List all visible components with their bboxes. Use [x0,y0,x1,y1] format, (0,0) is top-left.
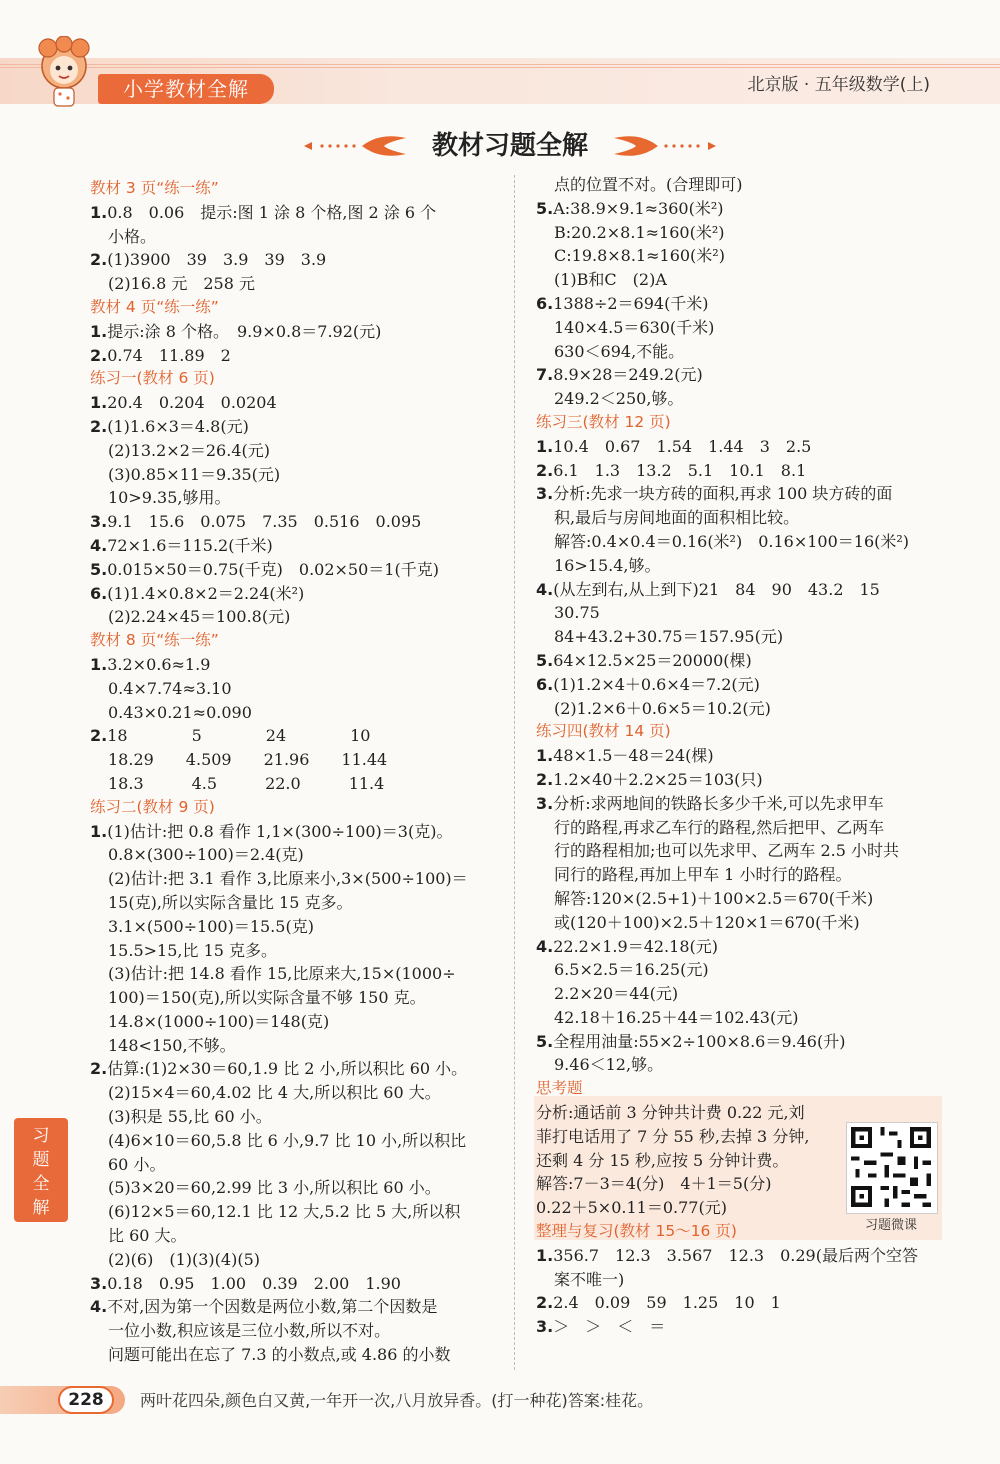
answer-line [90,201,502,225]
answer-continuation: (3)积是 55,比 60 小。 [108,1107,272,1127]
answer-continuation: 解答:120×(2.5+1)＋100×2.5＝670(千米) [554,888,874,908]
section-heading: 练习三(教材 12 页) [536,412,671,431]
item-number: 4. [90,535,108,555]
side-tab-char: 解 [32,1198,50,1218]
answer-continuation: (2)16.8 元 258 元 [108,274,256,294]
section-heading: 练习四(教材 14 页) [536,722,671,741]
answer-line [536,768,948,792]
item-number: 1. [90,321,108,341]
answer-continuation: 2.2×20＝44(元) [554,984,679,1004]
answer-line [90,320,502,344]
footer-riddle: 两叶花四朵,颜色白又黄,一年开一次,八月放异香。(打一种花)答案:桂花。 [140,1391,654,1410]
answer-continuation: (4)6×10＝60,5.8 比 6 小,9.7 比 10 小,所以积比 [108,1130,467,1150]
answer-line [90,1295,502,1319]
answer-continuation: 问题可能出在忘了 7.3 的小数点,或 4.86 的小数 [108,1345,451,1365]
section-heading: 思考题 [536,1079,583,1098]
answer-continuation: 0.8×(300÷100)＝2.4(克) [108,845,304,865]
item-number: 2. [536,1293,554,1313]
answer-text: 估算:(1)2×30＝60,1.9 比 2 小,所以积比 60 小。 [107,1059,468,1079]
qr-caption: 习题微课 [864,1218,917,1233]
answer-continuation: 18.3 4.5 22.0 11.4 [108,773,385,793]
answer-line [90,558,502,582]
section-heading: 整理与复习(教材 15～16 页) [536,1222,737,1241]
think-answer-line: 分析:通话前 3 分钟共计费 0.22 元,刘 [536,1103,805,1123]
answer-line [536,435,948,459]
answer-text: 72×1.6＝115.2(千米) [107,535,273,555]
edition-label: 北京版 · 五年级数学(上) [747,75,930,95]
item-number: 1. [90,202,108,222]
answer-continuation: 15(克),所以实际含量比 15 克多。 [108,892,353,912]
answer-continuation: (2)估计:把 3.1 看作 3,比原来小,3×(500÷100)＝ [108,869,468,889]
item-number: 3. [536,793,554,813]
item-number: 2. [90,250,108,270]
answer-text: (1)1.2×4＋0.6×4＝7.2(元) [553,674,760,694]
answer-continuation: 行的路程相加;也可以先求甲、乙两车 2.5 小时共 [554,841,900,861]
answer-continuation: 6.5×2.5＝16.25(元) [554,960,709,980]
answer-line [90,534,502,558]
item-number: 5. [536,198,554,218]
answer-text: 0.015×50＝0.75(千克) 0.02×50＝1(千克) [107,559,439,579]
section-heading: 教材 4 页“练一练” [90,297,219,316]
answer-continuation: 比 60 大。 [108,1226,187,1246]
answer-text: 0.8 0.06 提示:图 1 涂 8 个格,图 2 涂 6 个 [107,202,437,222]
answer-line [90,415,502,439]
answer-continuation: 0.43×0.21≈0.090 [108,702,252,722]
item-number: 1. [536,1245,554,1265]
answer-text: 不对,因为第一个因数是两位小数,第二个因数是 [107,1297,438,1317]
answer-text: 10.4 0.67 1.54 1.44 3 2.5 [553,436,812,456]
think-answer-line: 0.22＋5×0.11＝0.77(元) [536,1198,727,1218]
side-tab-char: 题 [32,1150,50,1170]
item-number: 2. [90,416,108,436]
answer-continuation: B:20.2×8.1≈160(米²) [554,222,725,242]
answer-text: 9.1 15.6 0.075 7.35 0.516 0.095 [107,512,422,532]
answer-continuation: 60 小。 [108,1154,166,1174]
item-number: 5. [536,1031,554,1051]
answer-text: 6.1 1.3 13.2 5.1 10.1 8.1 [553,460,807,480]
answer-continuation: (6)12×5＝60,12.1 比 12 大,5.2 比 5 大,所以积 [108,1202,461,1222]
answer-column-left [90,177,502,1367]
answer-continuation: 0.4×7.74≈3.10 [108,678,232,698]
answer-text: 2.4 0.09 59 1.25 10 1 [553,1293,781,1313]
answer-continuation: 16>15.4,够。 [554,555,661,575]
answer-continuation: (5)3×20＝60,2.99 比 3 小,所以积比 60 小。 [108,1178,441,1198]
answer-text: 0.74 11.89 2 [107,345,231,365]
answer-text: A:38.9×9.1≈360(米²) [553,198,724,218]
qr-pattern [847,1123,935,1211]
item-number: 2. [90,345,108,365]
answer-line [536,578,948,602]
answer-continuation: (3)0.85×11＝9.35(元) [108,464,281,484]
answer-continuation: 案不唯一) [554,1269,625,1289]
think-answer-line: 解答:7－3＝4(分) 4＋1＝5(分) [536,1174,772,1194]
side-tab-char: 全 [32,1174,50,1194]
answer-continuation: 行的路程,再求乙车行的路程,然后把甲、乙两车 [554,817,885,837]
answer-text: 分析:先求一块方砖的面积,再求 100 块方砖的面 [553,484,893,504]
item-number: 2. [536,769,554,789]
answer-line [90,820,502,844]
answer-text: (1)1.6×3＝4.8(元) [107,416,249,436]
answer-continuation: (2)13.2×2＝26.4(元) [108,440,270,460]
answer-line [536,1291,948,1315]
answer-continuation: 148<150,不够。 [108,1035,236,1055]
answer-line [536,792,948,816]
answer-line [90,1057,502,1081]
answer-text: 8.9×28＝249.2(元) [553,365,703,385]
think-answer-line: 还剩 4 分 15 秒,应按 5 分钟计费。 [536,1150,789,1170]
answer-line [90,391,502,415]
answer-text: 18 5 24 10 [107,726,371,746]
answer-text: 3.2×0.6≈1.9 [107,654,211,674]
answer-line [536,363,948,387]
answer-text: 356.7 12.3 3.567 12.3 0.29(最后两个空答 [553,1245,918,1265]
item-number: 1. [536,746,554,766]
answer-line [90,582,502,606]
column-divider [514,175,515,1370]
answer-continuation: 10>9.35,够用。 [108,488,231,508]
answer-text: (1)3900 39 3.9 39 3.9 [107,250,327,270]
answer-continuation: (2)15×4＝60,4.02 比 4 大,所以积比 60 大。 [108,1083,441,1103]
item-number: 3. [536,1317,554,1337]
item-number: 1. [90,393,108,413]
item-number: 1. [90,821,108,841]
answer-text: ＞ ＞ ＜ ＝ [553,1317,666,1337]
brand-badge: 小学教材全解 [98,74,274,104]
answer-continuation: 30.75 [554,603,600,623]
item-number: 4. [536,579,554,599]
answer-continuation: 3.1×(500÷100)＝15.5(克) [108,916,314,936]
answer-text: 分析:求两地间的铁路长多少千米,可以先求甲车 [553,793,884,813]
answer-line [536,744,948,768]
item-number: 2. [90,1059,108,1079]
answer-text: (从左到右,从上到下)21 84 90 43.2 15 [553,579,880,599]
item-number: 1. [90,654,108,674]
answer-continuation: C:19.8×8.1≈160(米²) [554,246,725,266]
answer-line [90,1272,502,1296]
answer-line [90,724,502,748]
item-number: 3. [90,512,108,532]
answer-continuation: 积,最后与房间地面的面积相比较。 [554,508,800,528]
answer-continuation: 42.18＋16.25＋44＝102.43(元) [554,1007,799,1027]
answer-continuation: 14.8×(1000÷100)＝148(克) [108,1011,330,1031]
answer-continuation: 或(120＋100)×2.5＋120×1＝670(千米) [554,912,860,932]
answer-text: 64×12.5×25＝20000(棵) [553,650,752,670]
answer-line [536,935,948,959]
answer-continuation: (2)2.24×45＝100.8(元) [108,607,291,627]
section-title-banner [300,126,720,166]
answer-continuation: 84+43.2+30.75＝157.95(元) [554,627,784,647]
answer-text: 提示:涂 8 个格。 9.9×0.8＝7.92(元) [107,321,382,341]
answer-line [536,673,948,697]
header-rule [0,64,1000,68]
mascot-logo-icon [28,36,100,112]
item-number: 6. [536,293,554,313]
section-heading: 教材 8 页“练一练” [90,631,219,650]
section-heading: 练习一(教材 6 页) [90,369,215,388]
qr-code-icon[interactable] [846,1122,938,1214]
answer-continuation: (1)B和C (2)A [554,270,667,290]
answer-continuation: 630＜694,不能。 [554,341,685,361]
answer-continuation: 解答:0.4×0.4＝0.16(米²) 0.16×100＝16(米²) [554,531,910,551]
item-number: 7. [536,365,554,385]
answer-continuation: (2)(6) (1)(3)(4)(5) [108,1249,260,1269]
title-left-ornament-icon [300,126,410,166]
answer-continuation: 点的位置不对。(合理即可) [554,175,743,194]
answer-text: 全程用油量:55×2÷100×8.6＝9.46(升) [553,1031,846,1051]
answer-text: (1)1.4×0.8×2＝2.24(米²) [107,583,305,603]
answer-line [536,292,948,316]
answer-continuation: 18.29 4.509 21.96 11.44 [108,750,388,770]
answer-text: 22.2×1.9＝42.18(元) [553,936,718,956]
answer-text: 48×1.5－48＝24(棵) [553,746,714,766]
answer-line [536,1030,948,1054]
section-heading: 练习二(教材 9 页) [90,797,215,816]
answer-line [536,649,948,673]
answer-line [536,1315,948,1339]
item-number: 3. [536,484,554,504]
answer-line [90,510,502,534]
item-number: 6. [90,583,108,603]
answer-text: 1388÷2＝694(千米) [553,293,709,313]
answer-line [90,653,502,677]
answer-line [536,1244,948,1268]
answer-line [536,459,948,483]
section-heading: 教材 3 页“练一练” [90,179,219,197]
answer-line [536,482,948,506]
item-number: 4. [90,1297,108,1317]
item-number: 5. [536,650,554,670]
title-right-ornament-icon [610,126,720,166]
item-number: 2. [536,460,554,480]
answer-continuation: 249.2＜250,够。 [554,389,684,409]
side-tab [14,1118,68,1222]
answer-continuation: 15.5>15,比 15 克多。 [108,940,278,960]
item-number: 6. [536,674,554,694]
answer-continuation: (2)1.2×6＋0.6×5＝10.2(元) [554,698,771,718]
answer-continuation: 140×4.5＝630(千米) [554,317,715,337]
think-answer-line: 菲打电话用了 7 分 55 秒,去掉 3 分钟, [536,1126,810,1146]
answer-line [536,197,948,221]
item-number: 5. [90,559,108,579]
answer-continuation: 小格。 [108,226,157,246]
side-tab-char: 习 [32,1126,50,1146]
answer-continuation: 一位小数,积应该是三位小数,所以不对。 [108,1321,391,1341]
answer-text: 1.2×40＋2.2×25＝103(只) [553,769,763,789]
answer-continuation: 同行的路程,再加上甲车 1 小时行的路程。 [554,865,852,885]
answer-text: (1)估计:把 0.8 看作 1,1×(300÷100)＝3(克)。 [107,821,453,841]
answer-text: 20.4 0.204 0.0204 [107,393,277,413]
answer-continuation: (3)估计:把 14.8 看作 15,比原来大,15×(1000÷ [108,964,456,984]
section-title: 教材习题全解 [431,131,588,161]
item-number: 4. [536,936,554,956]
answer-continuation: 100)＝150(克),所以实际含量不够 150 克。 [108,988,426,1008]
item-number: 3. [90,1273,108,1293]
item-number: 1. [536,436,554,456]
item-number: 2. [90,726,108,746]
page-number: 228 [58,1386,114,1414]
answer-line [90,344,502,368]
answer-text: 0.18 0.95 1.00 0.39 2.00 1.90 [107,1273,401,1293]
answer-continuation: 9.46＜12,够。 [554,1055,664,1075]
answer-line [90,248,502,272]
